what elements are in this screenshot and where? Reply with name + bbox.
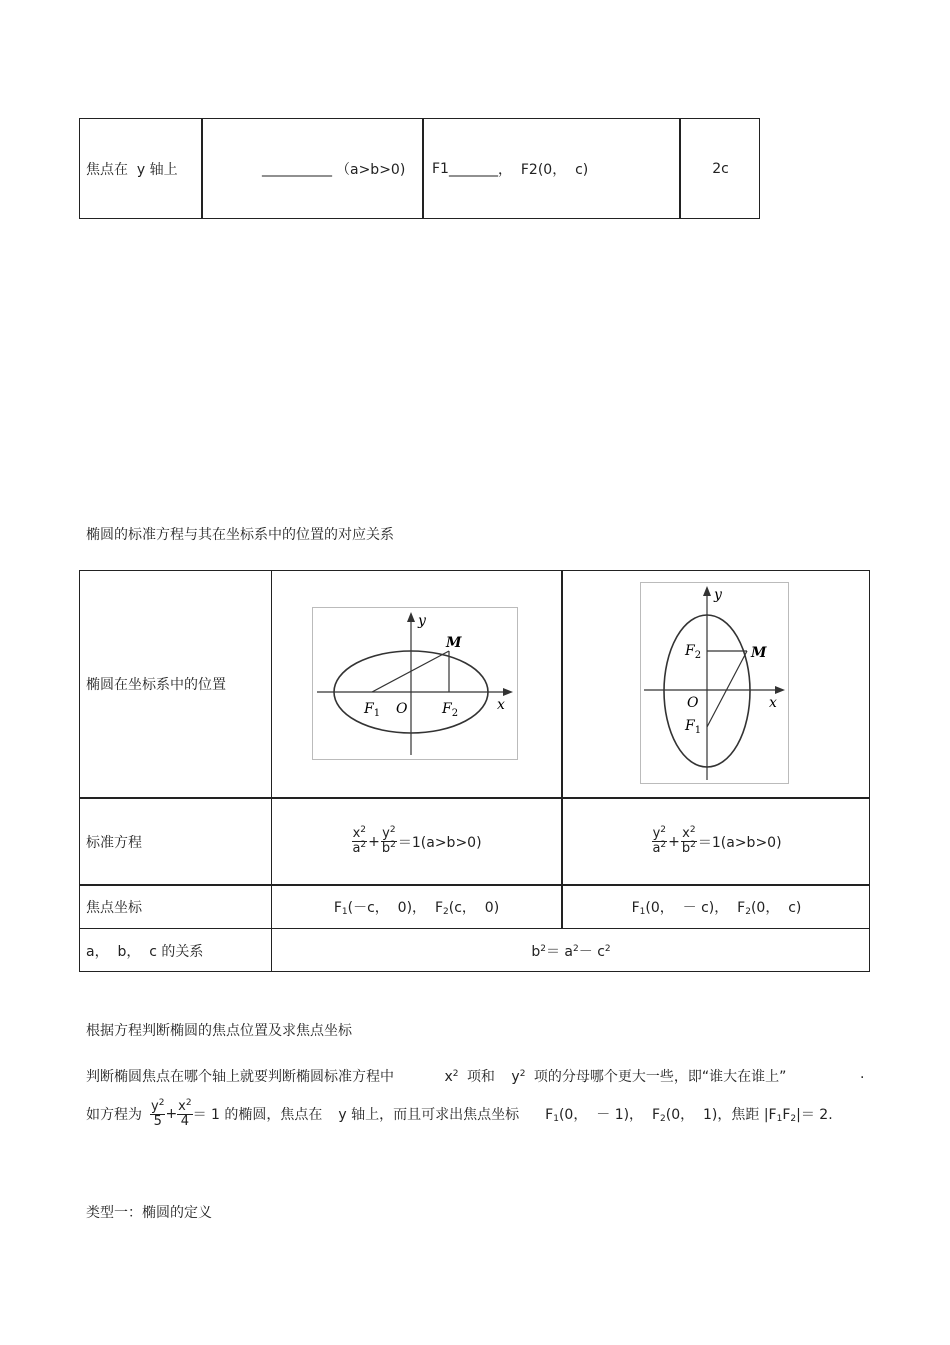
equation-x-axis: $\frac{x^2}{a^2}$ + $\frac{y^2}{b^2}$ ＝1(a>b>0) — [352, 825, 482, 856]
focus-f2-label: $F_2$ — [442, 701, 459, 719]
ellipse-vertical-figure — [640, 582, 789, 784]
equation-y-axis: $\frac{y^2}{a^2}$ + $\frac{x^2}{b^2}$ ＝1(a>b>0) — [652, 825, 782, 856]
point-m-label: M — [751, 645, 767, 661]
section-title: 椭圆的标准方程与其在坐标系中的位置的对应关系 — [86, 527, 394, 543]
ellipse-horizontal-figure — [312, 607, 518, 760]
heading-foci-determination: 根据方程判断椭圆的焦点位置及求焦点坐标 — [86, 1023, 352, 1039]
table1-col1: 焦点在 y 轴上 — [86, 161, 178, 178]
focus-f2-label: $F_2$ — [685, 643, 702, 661]
point-m-label: M — [446, 635, 462, 651]
origin-label: O — [687, 695, 699, 711]
row-position-label: 椭圆在坐标系中的位置 — [86, 676, 226, 693]
focus-f1-label: $F_1$ — [685, 718, 702, 736]
row-equation-label: 标准方程 — [86, 834, 142, 851]
abc-relation: $b^2= a^2- c^2$ — [531, 943, 611, 960]
x-axis-label: x — [497, 697, 505, 713]
y-axis-label: y — [418, 613, 426, 629]
row-relation-label: a， b， c 的关系 — [86, 943, 204, 960]
table1-focal-distance: 2c — [712, 160, 729, 177]
heading-type-one: 类型一：椭圆的定义 — [86, 1205, 212, 1221]
y-axis-label: y — [714, 587, 722, 603]
paragraph-example: 如方程为 $\frac{y^2}{5}$ + $\frac{x^2}{4}$ ＝ 1 的椭圆，焦点在 y 轴上，而且可求出焦点坐标 $F_1(0$， － 1)， $F_2(0$， 1)，焦距 $|F_1F_2|= 2$. — [86, 1097, 833, 1129]
focus-f1-label: $F_1$ — [364, 701, 381, 719]
x-axis-label: x — [769, 695, 777, 711]
foci-x-axis: $F_1(-c$， 0)， $F_2(c$， 0) — [333, 900, 500, 917]
table1-foci: F1 _______ ， F2(0， c) — [432, 160, 589, 178]
paragraph-rule: 判断椭圆焦点在哪个轴上就要判断椭圆标准方程中 $x^2$ 项和 $y^2$ 项的分母哪个更大一些，即“谁大在谁上” . — [86, 1066, 865, 1085]
row-foci-label: 焦点坐标 — [86, 900, 142, 916]
table1-equation-blank: __________ （a>b>0) — [262, 160, 406, 178]
origin-label: O — [396, 701, 408, 717]
foci-y-axis: $F_1(0$， － c)， $F_2(0$， c) — [631, 900, 802, 917]
